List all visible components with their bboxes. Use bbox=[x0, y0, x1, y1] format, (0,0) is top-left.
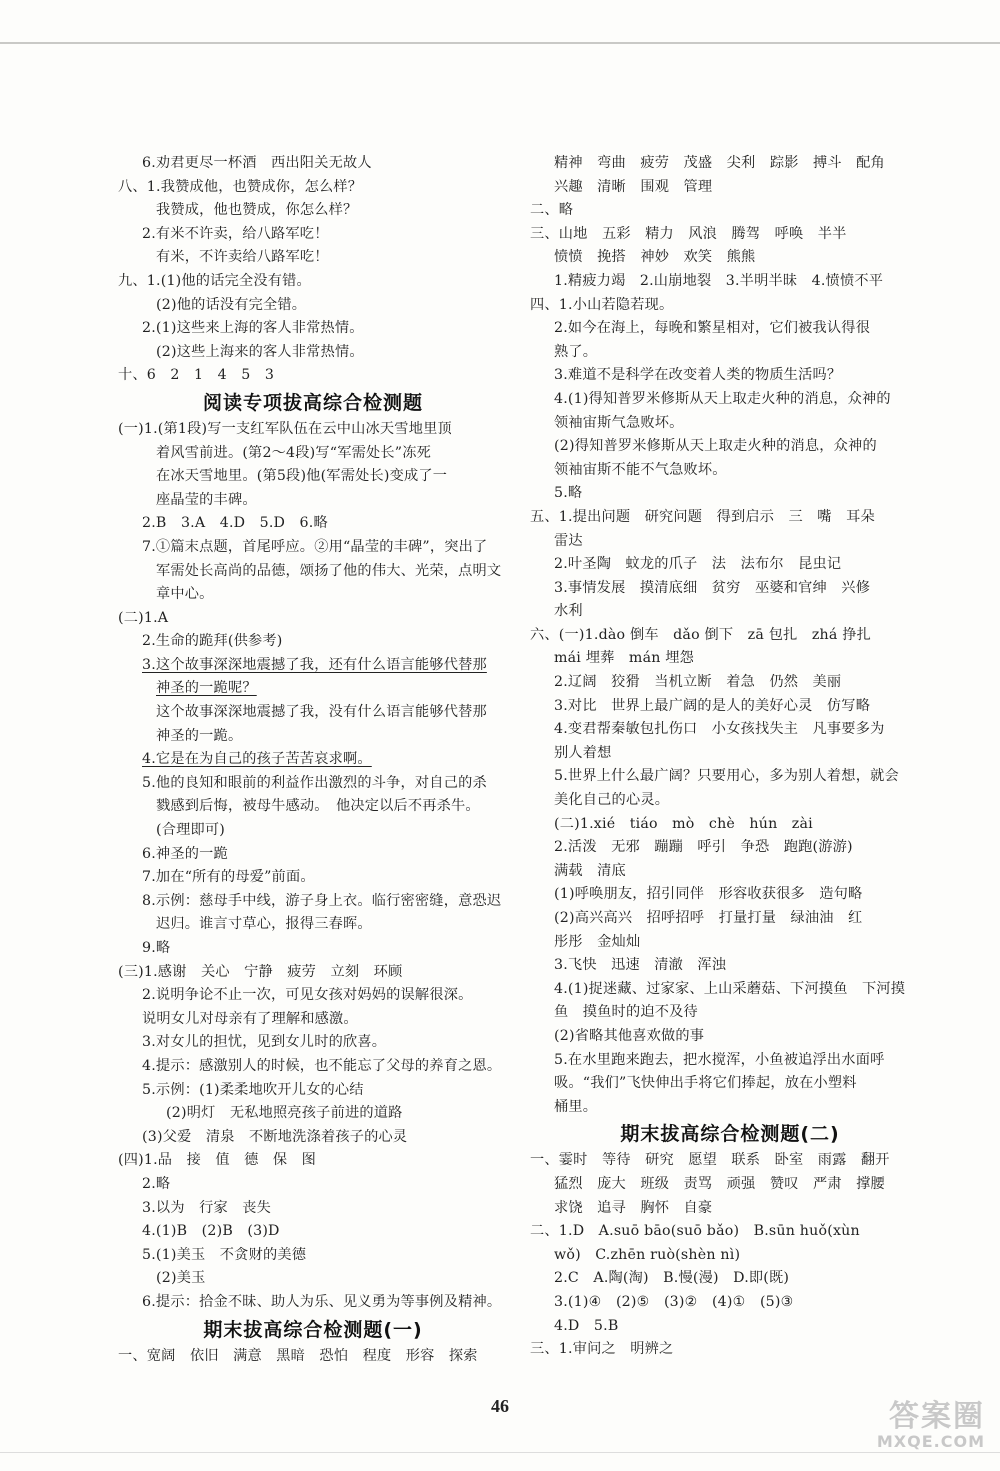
answer-line: 4.(1)得知普罗米修斯从天上取走火种的消息，众神的 bbox=[554, 390, 891, 407]
answer-line: 九、1.(1)他的话完全没有错。 bbox=[118, 272, 311, 289]
answer-line: 领袖宙斯气急败坏。 bbox=[554, 414, 684, 431]
answer-line: 三、1.审问之 明辨之 bbox=[530, 1341, 674, 1358]
answer-line: 迟归。谁言寸草心，报得三春晖。 bbox=[156, 916, 372, 933]
answer-line: 7.加在“所有的母爱”前面。 bbox=[142, 869, 315, 886]
answer-line: 5.略 bbox=[554, 485, 583, 502]
top-rule bbox=[0, 42, 1000, 44]
answer-line: 熟了。 bbox=[554, 343, 598, 360]
answer-line: 神圣的一跪呢？ bbox=[156, 680, 257, 697]
answer-line: 说明女儿对母亲有了理解和感激。 bbox=[142, 1010, 358, 1027]
answer-line: 5.示例：(1)柔柔地吹开儿女的心结 bbox=[142, 1081, 364, 1098]
answer-line: (2)这些上海来的客人非常热情。 bbox=[156, 343, 364, 360]
answer-line: 6.神圣的一跪 bbox=[142, 845, 228, 862]
answer-line: 3.这个故事深深地震撼了我，还有什么语言能够代替那 bbox=[142, 656, 487, 673]
answer-line: (2)美玉 bbox=[156, 1270, 206, 1287]
answer-line: 2.B 3.A 4.D 5.D 6.略 bbox=[142, 515, 328, 532]
watermark bbox=[845, 1400, 985, 1451]
answer-line: 3.(1)④ (2)⑤ (3)② (4)① (5)③ bbox=[554, 1293, 794, 1310]
answer-line: 一、霎时 等待 研究 愿望 联系 卧室 雨露 翻开 bbox=[530, 1152, 890, 1169]
answer-line: 4.它是在为自己的孩子苦苦哀求啊。 bbox=[142, 751, 372, 768]
answer-line: 3.难道不是科学在改变着人类的物质生活吗？ bbox=[554, 367, 842, 384]
answer-line: 一、宽阔 依旧 满意 黑暗 恐怕 程度 形容 探索 bbox=[118, 1347, 478, 1364]
answer-line: (二)1.A bbox=[118, 609, 169, 626]
answer-line: 我赞成，他也赞成，你怎么样？ bbox=[156, 202, 358, 219]
answer-line: 八、1.我赞成他，也赞成你，怎么样？ bbox=[118, 178, 363, 195]
answer-line: 9.略 bbox=[142, 940, 171, 956]
answer-line: (二)1.xié tiáo mò chè hún zài bbox=[554, 815, 813, 832]
page-number: 46 bbox=[491, 1396, 509, 1416]
answer-line: 着风雪前进。(第2～4段)写“军需处长”冻死 bbox=[156, 444, 432, 461]
answer-line: 座晶莹的丰碑。 bbox=[156, 491, 257, 508]
answer-line: 3.对比 世界上最广阔的是人的美好心灵 仿写略 bbox=[554, 697, 871, 714]
answer-line: 水利 bbox=[554, 603, 583, 620]
answer-line: 4.提示：感激别人的时候，也不能忘了父母的养育之恩。 bbox=[142, 1057, 502, 1074]
answer-line: (一)1.(第1段)写一支红军队伍在云中山冰天雪地里顶 bbox=[118, 420, 452, 437]
answer-line: 求饶 追寻 胸怀 自豪 bbox=[554, 1199, 713, 1216]
answer-line: 在冰天雪地里。(第5段)他(军需处长)变成了一 bbox=[156, 468, 448, 485]
answer-line: 有米，不许卖给八路军吃！ bbox=[156, 249, 329, 266]
watermark-logo: 答案圈 bbox=[889, 1399, 985, 1434]
answer-line: 2.活泼 无邪 蹦蹦 呼引 争恐 跑跑(游游) bbox=[554, 839, 853, 856]
answer-line: (3)父爱 清泉 不断地洗涤着孩子的心灵 bbox=[142, 1128, 408, 1145]
answer-line: 2.叶圣陶 蚊龙的爪子 法 法布尔 昆虫记 bbox=[554, 556, 842, 573]
answer-line: (2)得知普罗米修斯从天上取走火种的消息，众神的 bbox=[554, 438, 877, 455]
answer-line: 愤愤 挽搭 神妙 欢笑 熊熊 bbox=[554, 249, 756, 266]
answer-line: 五、1.提出问题 研究问题 得到启示 三 嘴 耳朵 bbox=[530, 508, 875, 525]
answer-line: 5.(1)美玉 不贪财的美德 bbox=[142, 1246, 307, 1263]
answer-line: 精神 弯曲 疲劳 茂盛 尖利 踪影 搏斗 配角 bbox=[554, 155, 885, 171]
answer-line: 领袖宙斯不能不气急败坏。 bbox=[554, 461, 727, 478]
section-heading: 阅读专项拔高综合检测题 bbox=[202, 391, 423, 414]
answer-line: 2.辽阔 狡猾 当机立断 着急 仍然 美丽 bbox=[554, 674, 842, 691]
answer-line: 军需处长高尚的品德，颂扬了他的伟大、光荣，点明文 bbox=[156, 562, 502, 579]
answer-line: 2.说明争论不止一次，可见女孩对妈妈的误解很深。 bbox=[142, 987, 473, 1004]
answer-line: wǒ) C.zhēn ruò(shèn nì) bbox=[554, 1246, 741, 1263]
answer-line: 桶里。 bbox=[554, 1098, 598, 1115]
answer-line: 三、山地 五彩 精力 风浪 腾驾 呼唤 半半 bbox=[530, 225, 847, 242]
watermark-url: MXQE.COM bbox=[876, 1432, 985, 1451]
answer-line: (2)他的话没有完全错。 bbox=[156, 296, 307, 313]
answer-line: 3.飞快 迅速 清澈 浑浊 bbox=[554, 957, 727, 974]
section-heading: 期末拔高综合检测题(一) bbox=[203, 1318, 423, 1341]
answer-line: 章中心。 bbox=[156, 586, 214, 603]
answer-line: 吸。“我们”飞快伸出手将它们捧起，放在小塑料 bbox=[554, 1075, 857, 1092]
section-heading: 期末拔高综合检测题(二) bbox=[620, 1123, 840, 1146]
answer-line: 5.他的良知和眼前的利益作出激烈的斗争，对自己的杀 bbox=[142, 774, 487, 791]
answer-line: 雷达 bbox=[554, 532, 583, 549]
answer-line: 6.提示：拾金不昧、助人为乐、见义勇为等事例及精神。 bbox=[142, 1293, 502, 1310]
answer-line: 3.事情发展 摸清底细 贫穷 巫婆和官绅 兴修 bbox=[554, 579, 871, 596]
answer-line: 7.①篇末点题，首尾呼应。②用“晶莹的丰碑”，突出了 bbox=[142, 538, 488, 555]
answer-line: 4.D 5.B bbox=[554, 1317, 619, 1334]
answer-line: 2.略 bbox=[142, 1175, 171, 1192]
answer-line: 4.(1)捉迷藏、过家家、上山采蘑菇、下河摸鱼 下河摸 bbox=[554, 980, 906, 997]
answer-line: 5.世界上什么最广阔？只要用心，多为别人着想，就会 bbox=[554, 768, 899, 785]
answer-line: 2.(1)这些来上海的客人非常热情。 bbox=[142, 320, 364, 337]
answer-line: 鱼 摸鱼时的迫不及待 bbox=[554, 1004, 698, 1021]
answer-line: 4.(1)B (2)B (3)D bbox=[142, 1223, 280, 1240]
answer-line: 四、1.小山若隐若现。 bbox=[530, 296, 674, 313]
answer-line: 美化自己的心灵。 bbox=[554, 792, 670, 809]
answer-line: 2.有米不许卖，给八路军吃！ bbox=[142, 225, 329, 242]
answer-line: (2)高兴高兴 招呼招呼 打量打量 绿油油 红 bbox=[554, 910, 863, 926]
answer-line: 神圣的一跪。 bbox=[156, 727, 243, 744]
answer-line: 猛烈 庞大 班级 责骂 顽强 赞叹 严肃 撑腰 bbox=[554, 1175, 885, 1192]
answer-line: (1)呼唤朋友，招引同伴 形容收获很多 造句略 bbox=[554, 886, 863, 903]
answer-line: 3.以为 行家 丧失 bbox=[142, 1199, 272, 1216]
right-column bbox=[530, 152, 930, 1362]
answer-line: 二、1.D A.suō bāo(suō bǎo) B.sūn huǒ(xùn bbox=[530, 1223, 860, 1240]
answer-line: 戮感到后悔，被母牛感动。 他决定以后不再杀牛。 bbox=[156, 798, 480, 815]
answer-line: 这个故事深深地震撼了我，没有什么语言能够代替那 bbox=[156, 704, 487, 721]
answer-line: 兴趣 清晰 围观 管理 bbox=[554, 178, 713, 195]
bottom-rule bbox=[0, 1452, 1000, 1453]
answer-line: (四)1.品 接 值 德 保 图 bbox=[118, 1152, 317, 1169]
answer-line: 二、略 bbox=[530, 202, 574, 219]
answer-line: (2)省略其他喜欢做的事 bbox=[554, 1027, 705, 1044]
answer-line: 6.劝君更尽一杯酒 西出阳关无故人 bbox=[142, 155, 372, 171]
left-column bbox=[118, 152, 508, 1368]
answer-line: (合理即可) bbox=[156, 822, 226, 839]
answer-line: 十、6 2 1 4 5 3 bbox=[118, 367, 275, 384]
answer-line: (2)明灯 无私地照亮孩子前进的道路 bbox=[166, 1105, 403, 1122]
answer-line: 满载 清底 bbox=[554, 862, 626, 879]
answer-line: 六、(一)1.dào 倒车 dǎo 倒下 zā 包扎 zhá 挣扎 bbox=[530, 626, 872, 643]
answer-line: 1.精疲力竭 2.山崩地裂 3.半明半昧 4.愤愤不平 bbox=[554, 272, 884, 289]
answer-line: 3.对女儿的担忧，见到女儿时的欣喜。 bbox=[142, 1034, 387, 1051]
answer-line: (三)1.感谢 关心 宁静 疲劳 立刻 环顾 bbox=[118, 963, 403, 980]
answer-line: 彤彤 金灿灿 bbox=[554, 933, 641, 950]
answer-line: 2.生命的跪拜(供参考) bbox=[142, 633, 283, 650]
answer-line: 2.C A.陶(淘) B.慢(漫) D.即(既) bbox=[554, 1270, 790, 1287]
answer-line: mái 埋葬 mán 埋怨 bbox=[554, 650, 695, 667]
answer-line: 别人着想 bbox=[554, 744, 612, 761]
answer-line: 5.在水里跑来跑去，把水搅浑，小鱼被追浮出水面呼 bbox=[554, 1051, 885, 1068]
answer-line: 2.如今在海上，每晚和繁星相对，它们被我认得很 bbox=[554, 320, 871, 337]
answer-line: 4.变君帮秦敏包扎伤口 小女孩找失主 凡事要多为 bbox=[554, 721, 885, 738]
answer-line: 8.示例：慈母手中线，游子身上衣。临行密密缝，意恐迟 bbox=[142, 892, 502, 909]
